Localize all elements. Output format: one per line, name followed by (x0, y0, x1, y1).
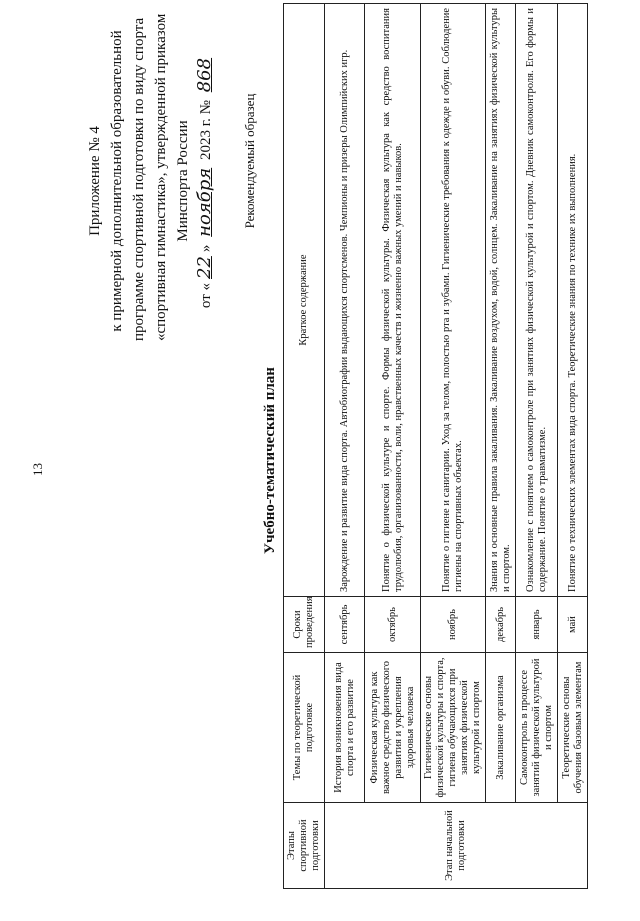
table-row (421, 4, 486, 889)
table-row (558, 4, 588, 889)
stage-cell: Этап начальной подготовки (325, 803, 588, 889)
order-year: 2023 г. № (198, 100, 214, 161)
header-topic: Темы по теоретической подготовке (284, 653, 325, 803)
appendix-line-3: «спортивная гимнастика», утвержденной приказом (153, 13, 169, 341)
plan-title: Учебно-тематический план (262, 367, 278, 554)
header-stage: Этапы спортивной подготовки (284, 803, 325, 889)
plan-table (283, 3, 588, 889)
term-cell: ноябрь (421, 597, 486, 653)
term-cell: декабрь (486, 597, 516, 653)
page-number: 13 (30, 463, 45, 476)
topic-cell: Физическая культура как важное средство физического развития и укрепления здоровья человека (365, 653, 421, 803)
header-content: Краткое содержание (284, 4, 325, 597)
topic-cell: Теоретические основы обучения базовым элементам (558, 653, 588, 803)
topic-cell: Самоконтроль в процессе занятий физической культурой и спортом (516, 653, 558, 803)
appendix-title: Приложение № 4 (87, 126, 103, 236)
order-mid: » (198, 244, 214, 253)
sample-note: Рекомендуемый образец (242, 93, 257, 229)
order-month-handwritten: ноября (194, 167, 215, 237)
appendix-line-4: Минспорта России (175, 120, 191, 242)
table-row (365, 4, 421, 889)
term-cell: октябрь (365, 597, 421, 653)
header-term: Сроки проведения (284, 597, 325, 653)
content-cell: Ознакомление с понятием о самоконтроле при занятиях физической культурой и спортом. Дневник самоконтроля. Его формы и содержание. Понятие о травматизме. (516, 4, 558, 597)
appendix-header (84, 13, 217, 341)
term-cell: май (558, 597, 588, 653)
appendix-line-1: к примерной дополнительной образовательной (109, 30, 125, 332)
topic-cell: Закаливание организма (486, 653, 516, 803)
content-cell: Зарождение и развитие вида спорта. Автобиографии выдающихся спортсменов. Чемпионы и призеры Олимпийских игр. (325, 4, 365, 597)
term-cell: сентябрь (325, 597, 365, 653)
term-cell: январь (516, 597, 558, 653)
content-cell: Понятие о технических элементах вида спорта. Теоретические знания по технике их выполнения. (558, 4, 588, 597)
table-header-row (284, 4, 325, 889)
content-cell: Понятие о физической культуре и спорте. Формы физической культуры. Физическая культура как средство воспитания трудолюбия, организованности, воли, нравственных качеств и жизненно важных умений и навыков. (365, 4, 421, 597)
content-cell: Знания и основные правила закаливания. Закаливание воздухом, водой, солнцем. Закаливание на занятиях физической культуры и спортом. (486, 4, 516, 597)
order-number-handwritten: 868 (194, 57, 215, 93)
order-line (194, 21, 217, 341)
table-row (486, 4, 516, 889)
topic-cell: История возникновения вида спорта и его развитие (325, 653, 365, 803)
order-day-handwritten: 22 (194, 256, 215, 279)
table-row (325, 4, 365, 889)
appendix-line-2: программе спортивной подготовки по виду спорта (131, 17, 147, 341)
content-cell: Понятие о гигиене и санитарии. Уход за телом, полостью рта и зубами. Гигиенические требования к одежде и обуви. Соблюдение гигиены на спортивных объектах. (421, 4, 486, 597)
topic-cell: Гигиенические основы физической культуры и спорта, гигиена обучающихся при занятиях физической культурой и спортом (421, 653, 486, 803)
table-row (516, 4, 558, 889)
order-prefix: от « (198, 283, 214, 309)
